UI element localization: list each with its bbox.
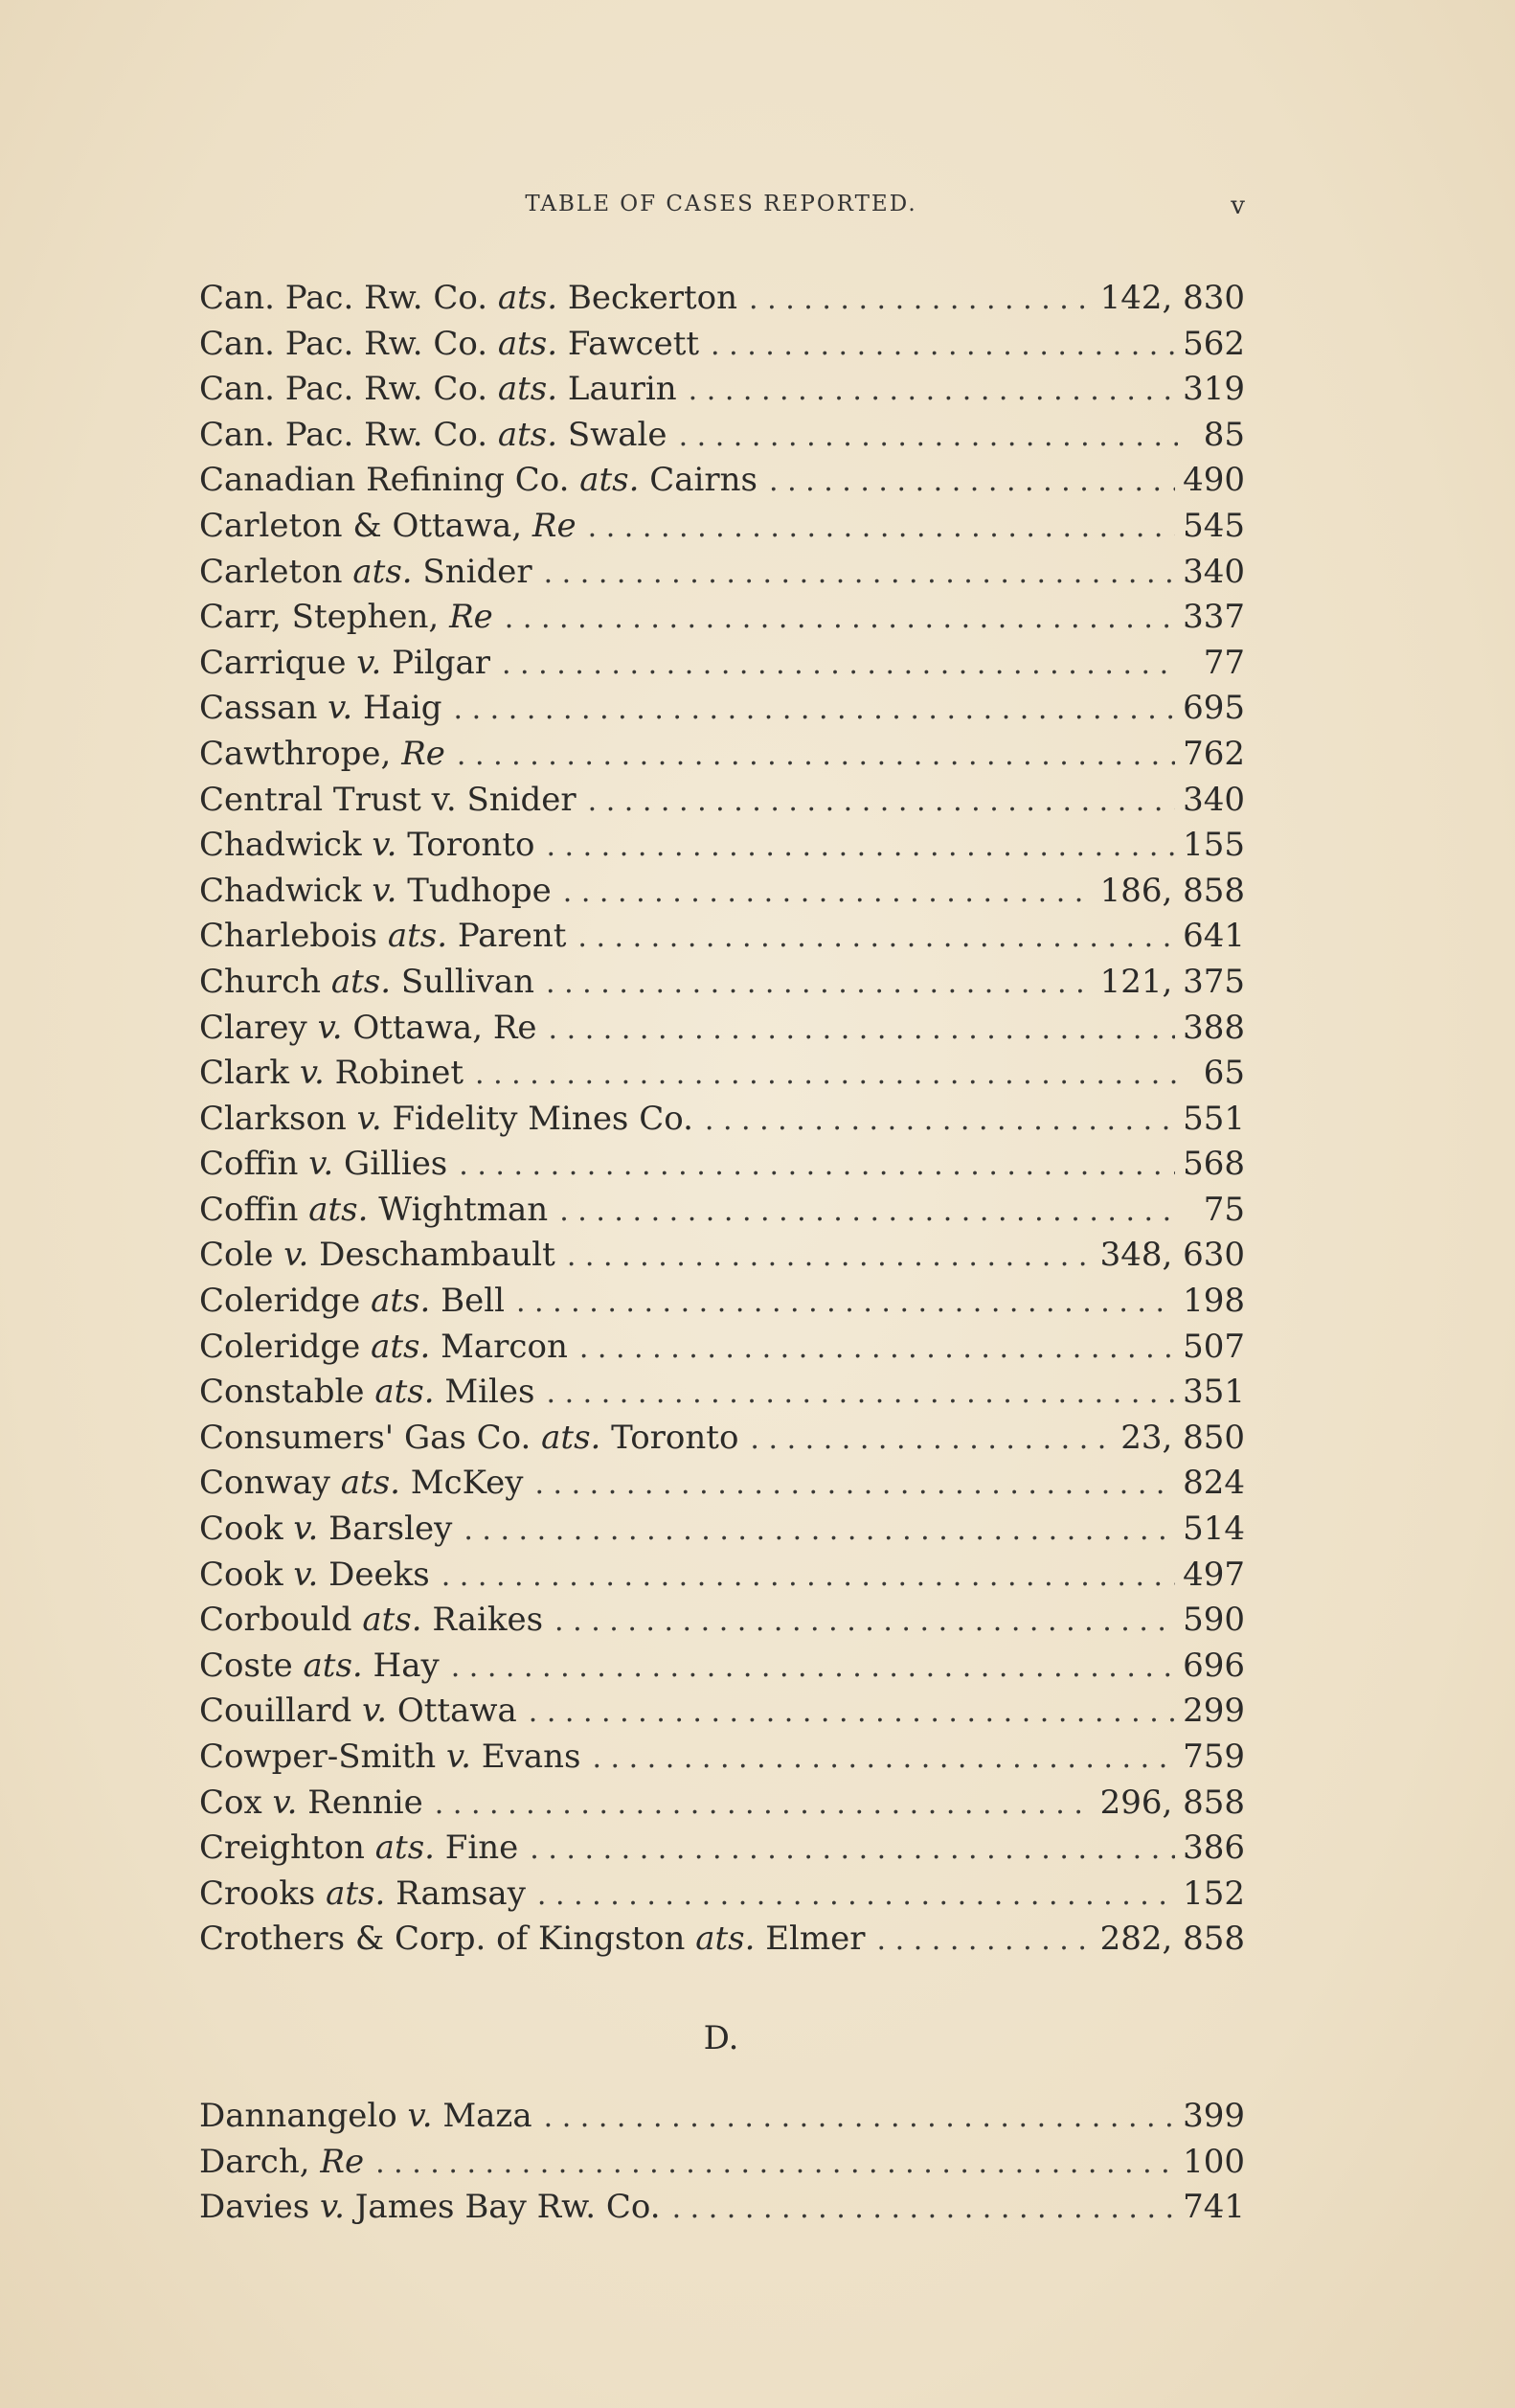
case-party: Cairns <box>649 461 758 500</box>
case-title <box>199 322 711 368</box>
case-entry <box>199 1233 1245 1279</box>
case-connector: v. <box>299 1054 325 1093</box>
dot-leader <box>769 459 1175 505</box>
case-title <box>199 1689 529 1735</box>
case-name: Crooks <box>199 1874 316 1913</box>
case-connector: v. <box>328 689 353 728</box>
dot-leader <box>588 505 1175 551</box>
dot-leader <box>679 414 1178 460</box>
case-name: Cook <box>199 1510 283 1549</box>
case-connector: ats. <box>371 1282 431 1321</box>
case-connector: ats. <box>579 461 640 500</box>
dot-leader <box>749 277 1093 323</box>
dot-leader <box>579 1326 1175 1372</box>
case-entry <box>199 504 1245 550</box>
case-title <box>199 1233 567 1279</box>
case-party: Evans <box>481 1738 581 1776</box>
case-party: Wightman <box>378 1190 549 1229</box>
case-title <box>199 1598 554 1644</box>
dot-leader <box>529 1690 1175 1736</box>
case-name: Cook <box>199 1555 283 1594</box>
case-connector: ats. <box>362 1601 422 1640</box>
dot-leader <box>549 1007 1176 1053</box>
dot-leader <box>475 1052 1178 1098</box>
case-party: Toronto <box>407 826 535 865</box>
page-reference: 296, 858 <box>1099 1783 1245 1822</box>
case-title <box>199 1917 877 1963</box>
case-connector: ats. <box>308 1190 369 1229</box>
case-party: Deschambault <box>319 1236 555 1275</box>
case-entry <box>199 1188 1245 1234</box>
case-entry <box>199 595 1245 641</box>
case-connector: v. <box>272 1783 298 1822</box>
page-number: v <box>1231 192 1245 220</box>
page-reference: 497 <box>1183 1555 1245 1594</box>
page-reference: 568 <box>1183 1145 1245 1184</box>
page-reference: 490 <box>1183 461 1245 500</box>
case-name: Coste <box>199 1646 293 1685</box>
case-connector: ats. <box>303 1646 363 1685</box>
dot-leader <box>750 1417 1113 1463</box>
case-entry <box>199 2140 1245 2186</box>
dot-leader <box>530 1827 1175 1873</box>
dot-leader <box>689 368 1175 414</box>
case-name: Cox <box>199 1783 262 1822</box>
page-reference: 155 <box>1183 826 1245 865</box>
case-entry <box>199 732 1245 778</box>
case-entry <box>199 641 1245 687</box>
page-reference: 759 <box>1183 1738 1245 1776</box>
case-entry <box>199 1279 1245 1325</box>
case-party: Ottawa, Re <box>352 1008 537 1047</box>
case-name: Crothers & Corp. of Kingston <box>199 1920 686 1959</box>
dot-leader <box>516 1280 1175 1326</box>
dot-leader <box>592 1736 1175 1782</box>
case-party: Fine <box>444 1829 519 1868</box>
case-title <box>199 732 457 778</box>
case-entry <box>199 413 1245 459</box>
case-connector: Re <box>401 734 445 773</box>
case-connector: v. <box>283 1236 309 1275</box>
case-title <box>199 869 563 915</box>
case-title <box>199 823 546 869</box>
case-entry <box>199 914 1245 960</box>
case-entry <box>199 1142 1245 1188</box>
case-name: Coleridge <box>199 1327 361 1366</box>
dot-leader <box>502 642 1178 688</box>
case-name: Cole <box>199 1236 274 1275</box>
case-party: Robinet <box>334 1054 464 1093</box>
case-name: Can. Pac. Rw. Co. <box>199 370 488 409</box>
case-connector: ats. <box>330 962 392 1001</box>
page-reference: 340 <box>1183 552 1245 591</box>
case-party: Bell <box>441 1282 505 1321</box>
page-reference: 514 <box>1183 1510 1245 1549</box>
dot-leader <box>546 961 1093 1007</box>
case-title <box>199 2140 375 2186</box>
case-party: Deeks <box>328 1555 430 1594</box>
case-entry <box>199 1051 1245 1097</box>
case-name: Chadwick <box>199 871 362 910</box>
case-name: Constable <box>199 1373 365 1412</box>
case-title <box>199 1006 549 1052</box>
dot-leader <box>567 1234 1093 1280</box>
dot-leader <box>441 1554 1175 1600</box>
dot-leader <box>544 551 1175 597</box>
case-connector: v. <box>293 1510 319 1549</box>
page-reference: 121, 375 <box>1099 962 1245 1001</box>
case-entry <box>199 778 1245 824</box>
case-title <box>199 1370 547 1416</box>
page-reference: 319 <box>1183 370 1245 409</box>
section-heading-d: D. <box>703 2019 739 2057</box>
case-name: Canadian Refining Co. <box>199 461 570 500</box>
case-party: Hay <box>373 1646 440 1685</box>
dot-leader <box>546 824 1175 870</box>
page-reference: 75 <box>1203 1190 1245 1229</box>
case-entry <box>199 1461 1245 1507</box>
case-title <box>199 1781 435 1827</box>
page-reference: 590 <box>1183 1601 1245 1640</box>
dot-leader <box>457 733 1175 779</box>
case-name: Coffin <box>199 1190 299 1229</box>
case-entry <box>199 1598 1245 1644</box>
case-connector: v. <box>317 1008 343 1047</box>
case-party: Swale <box>567 415 667 454</box>
page-reference: 77 <box>1203 643 1245 682</box>
page-reference: 762 <box>1183 734 1245 773</box>
case-connector: ats. <box>695 1920 756 1959</box>
case-party: James Bay Rw. Co. <box>354 2188 661 2227</box>
case-party: Barsley <box>328 1510 453 1549</box>
case-entry <box>199 869 1245 915</box>
case-party: Marcon <box>441 1327 568 1366</box>
case-connector: ats. <box>352 552 413 591</box>
page-reference: 299 <box>1183 1692 1245 1731</box>
page-reference: 340 <box>1183 780 1245 819</box>
case-entry <box>199 458 1245 504</box>
page-reference: 282, 858 <box>1099 1920 1245 1959</box>
case-entry <box>199 1644 1245 1690</box>
case-title <box>199 276 749 322</box>
case-name: Charlebois <box>199 917 377 956</box>
case-name: Cowper-Smith <box>199 1738 437 1776</box>
case-title <box>199 1279 516 1325</box>
page-reference: 85 <box>1203 415 1245 454</box>
case-name: Cawthrope, <box>199 734 392 773</box>
case-title <box>199 2094 544 2140</box>
case-title <box>199 686 454 732</box>
case-title <box>199 1735 592 1781</box>
case-party: Raikes <box>432 1601 544 1640</box>
case-entry <box>199 322 1245 368</box>
case-entry <box>199 1370 1245 1416</box>
case-title <box>199 1826 530 1872</box>
case-title <box>199 367 689 413</box>
case-name: Carleton & Ottawa, <box>199 506 523 545</box>
case-name: Clarey <box>199 1008 307 1047</box>
case-entry <box>199 960 1245 1006</box>
running-title: TABLE OF CASES REPORTED. <box>525 192 917 216</box>
page-reference: 348, 630 <box>1099 1236 1245 1275</box>
case-title <box>199 595 505 641</box>
case-title <box>199 1188 559 1234</box>
case-title <box>199 1872 537 1918</box>
case-title <box>199 960 546 1006</box>
case-party: Haig <box>362 689 442 728</box>
case-entry <box>199 276 1245 322</box>
page-reference: 186, 858 <box>1099 871 1245 910</box>
case-title <box>199 1051 475 1097</box>
case-entry <box>199 2185 1245 2231</box>
case-party: Miles <box>444 1373 535 1412</box>
dot-leader <box>554 1599 1175 1645</box>
dot-leader <box>577 915 1175 961</box>
case-name: Can. Pac. Rw. Co. <box>199 415 488 454</box>
case-connector: Re <box>449 598 493 637</box>
case-entry <box>199 1781 1245 1827</box>
case-list-d <box>199 2094 1245 2231</box>
page-reference: 695 <box>1183 689 1245 728</box>
case-party: Snider <box>422 552 532 591</box>
case-connector: v. <box>372 826 397 865</box>
dot-leader <box>877 1918 1093 1964</box>
case-name: Consumers' Gas Co. <box>199 1418 531 1457</box>
case-entry <box>199 1872 1245 1918</box>
case-connector: v. <box>293 1555 319 1594</box>
case-connector: ats. <box>497 415 558 454</box>
case-title <box>199 641 502 687</box>
case-title <box>199 504 588 550</box>
dot-leader <box>544 2095 1175 2141</box>
case-name: Dannangelo <box>199 2097 397 2135</box>
case-name: Coffin <box>199 1145 299 1184</box>
case-name: Carleton <box>199 552 343 591</box>
dot-leader <box>559 1189 1178 1235</box>
page-reference: 198 <box>1183 1282 1245 1321</box>
dot-leader <box>505 596 1175 642</box>
dot-leader <box>588 779 1175 825</box>
page-reference: 386 <box>1183 1829 1245 1868</box>
case-title <box>199 778 588 824</box>
case-party: Fawcett <box>567 324 700 363</box>
page-reference: 388 <box>1183 1008 1245 1047</box>
dot-leader <box>459 1143 1175 1189</box>
case-connector: v. <box>356 643 382 682</box>
case-entry <box>199 1006 1245 1052</box>
case-connector: ats. <box>387 917 448 956</box>
case-party: Ramsay <box>396 1874 526 1913</box>
case-entry <box>199 1917 1245 1963</box>
case-party: Beckerton <box>567 279 738 317</box>
case-title <box>199 914 577 960</box>
case-connector: v. <box>446 1738 471 1776</box>
dot-leader <box>435 1782 1093 1828</box>
dot-leader <box>454 687 1176 733</box>
case-party: Maza <box>442 2097 532 2135</box>
case-title <box>199 2185 672 2231</box>
case-title <box>199 1644 451 1690</box>
case-name: Can. Pac. Rw. Co. <box>199 279 488 317</box>
case-title <box>199 1097 705 1143</box>
dot-leader <box>534 1462 1175 1508</box>
case-entry <box>199 1689 1245 1735</box>
page-reference: 641 <box>1183 917 1245 956</box>
case-name: Clarkson <box>199 1099 347 1138</box>
dot-leader <box>375 2141 1175 2187</box>
case-list-c <box>199 276 1245 1963</box>
case-connector: v. <box>320 2188 345 2227</box>
case-connector: ats. <box>541 1418 601 1457</box>
dot-leader <box>672 2186 1176 2232</box>
case-party: McKey <box>410 1464 524 1503</box>
case-title <box>199 413 679 459</box>
case-entry <box>199 1826 1245 1872</box>
case-connector: v. <box>308 1145 334 1184</box>
case-entry <box>199 2094 1245 2140</box>
page-reference: 152 <box>1183 1874 1245 1913</box>
case-title <box>199 1325 579 1371</box>
case-connector: Re <box>531 506 577 545</box>
page-reference: 741 <box>1183 2188 1245 2227</box>
case-party: Rennie <box>307 1783 423 1822</box>
page-reference: 337 <box>1183 598 1245 637</box>
case-name: Coleridge <box>199 1282 361 1321</box>
case-entry <box>199 1735 1245 1781</box>
dot-leader <box>451 1645 1175 1691</box>
case-connector: ats. <box>374 1373 435 1412</box>
case-connector: v. <box>362 1692 388 1731</box>
case-party: Ottawa <box>396 1692 517 1731</box>
case-name: Church <box>199 962 322 1001</box>
case-connector: ats. <box>326 1874 386 1913</box>
case-title <box>199 1553 441 1599</box>
case-party: Tudhope <box>407 871 552 910</box>
page-reference: 65 <box>1203 1054 1245 1093</box>
dot-leader <box>711 323 1175 369</box>
dot-leader <box>464 1508 1175 1554</box>
case-connector: v. <box>407 2097 433 2135</box>
case-party: Parent <box>457 917 567 956</box>
case-name: Can. Pac. Rw. Co. <box>199 324 488 363</box>
case-party: Toronto <box>611 1418 739 1457</box>
case-connector: ats. <box>497 370 558 409</box>
case-title <box>199 1461 534 1507</box>
running-header <box>197 192 1245 230</box>
page-reference: 551 <box>1183 1099 1245 1138</box>
dot-leader <box>547 1371 1176 1417</box>
case-name: Creighton <box>199 1829 365 1868</box>
case-title <box>199 1142 459 1188</box>
case-connector: ats. <box>340 1464 400 1503</box>
case-name: Central Trust v. Snider <box>199 780 577 819</box>
case-entry <box>199 1416 1245 1462</box>
case-party: Fidelity Mines Co. <box>392 1099 693 1138</box>
page-reference: 545 <box>1183 506 1245 545</box>
case-entry <box>199 823 1245 869</box>
case-connector: ats. <box>497 279 558 317</box>
page-reference: 100 <box>1183 2142 1245 2181</box>
case-entry <box>199 367 1245 413</box>
case-entry <box>199 1553 1245 1599</box>
case-title <box>199 1416 750 1462</box>
case-connector: v. <box>356 1099 382 1138</box>
dot-leader <box>537 1873 1175 1919</box>
page-reference: 23, 850 <box>1120 1418 1245 1457</box>
case-party: Gillies <box>344 1145 448 1184</box>
case-entry <box>199 686 1245 732</box>
case-connector: ats. <box>374 1829 435 1868</box>
page-reference: 562 <box>1183 324 1245 363</box>
case-party: Elmer <box>765 1920 866 1959</box>
case-title <box>199 458 769 504</box>
case-name: Chadwick <box>199 826 362 865</box>
case-connector: ats. <box>371 1327 431 1366</box>
case-name: Carr, Stephen, <box>199 598 440 637</box>
case-entry <box>199 1325 1245 1371</box>
dot-leader <box>563 870 1093 916</box>
page-reference: 824 <box>1183 1464 1245 1503</box>
page-reference: 351 <box>1183 1373 1245 1412</box>
case-connector: v. <box>372 871 397 910</box>
case-entry <box>199 1097 1245 1143</box>
page-reference: 399 <box>1183 2097 1245 2135</box>
case-connector: ats. <box>497 324 558 363</box>
page-reference: 696 <box>1183 1646 1245 1685</box>
case-name: Conway <box>199 1464 330 1503</box>
case-entry <box>199 550 1245 596</box>
case-party: Laurin <box>567 370 677 409</box>
case-title <box>199 1507 464 1553</box>
case-title <box>199 550 544 596</box>
case-name: Darch, <box>199 2142 310 2181</box>
case-name: Couillard <box>199 1692 352 1731</box>
case-entry <box>199 1507 1245 1553</box>
case-name: Cassan <box>199 689 318 728</box>
case-name: Corbould <box>199 1601 352 1640</box>
case-name: Davies <box>199 2188 310 2227</box>
dot-leader <box>705 1098 1175 1144</box>
case-connector: Re <box>320 2142 365 2181</box>
case-party: Sullivan <box>400 962 535 1001</box>
page-reference: 142, 830 <box>1099 279 1245 317</box>
page-reference: 507 <box>1183 1327 1245 1366</box>
case-name: Clark <box>199 1054 290 1093</box>
case-name: Carrique <box>199 643 347 682</box>
case-party: Pilgar <box>392 643 490 682</box>
